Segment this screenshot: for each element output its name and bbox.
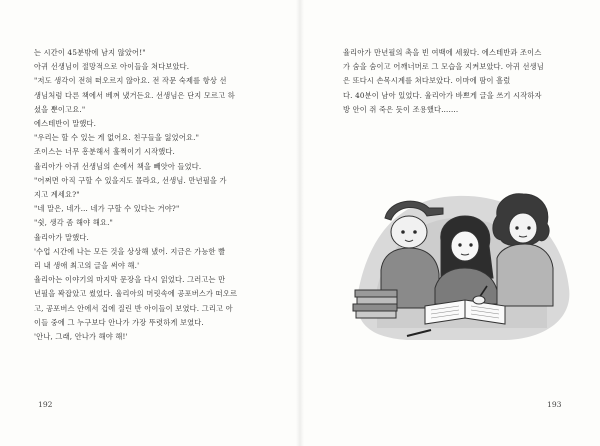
text-line: "네 말은, 네가… 네가 구할 수 있다는 거야?" <box>34 204 180 214</box>
text-line: 년필을 꽉잡았고 썼었다. 율리아의 머릿속에 공포버스가 떠오르 <box>34 289 238 299</box>
text-line: 아귀 선생님이 절망적으로 아이들을 쳐다보았다. <box>34 62 190 72</box>
text-line: '안나, 그래, 안나가 해야 해!' <box>34 332 128 342</box>
text-line: '수업 시간에 나는 모든 것을 상상해 냈어. 지금은 가능한 빨 <box>34 246 226 256</box>
text-line: "쉿, 생각 좀 해야 해요." <box>34 218 114 228</box>
text-line: 가 숨을 숨이고 어깨너머로 그 모습을 지켜보았다. 아귀 선생님 <box>343 62 544 72</box>
text-line: 방 안이 쥐 죽은 듯이 조용했다……. <box>343 104 459 114</box>
text-line: 율리아가 말했다. <box>34 232 89 242</box>
text-line: 지고 계세요?" <box>34 190 80 200</box>
page-number-right: 193 <box>547 400 562 409</box>
text-line: 율리아가 만년필의 촉을 빈 여백에 세웠다. 에스테반과 조이스 <box>343 48 542 57</box>
illustration-students-writing <box>347 178 577 348</box>
right-page-text <box>343 46 573 117</box>
left-page-text <box>34 46 270 344</box>
text-line: 율리아는 이야기의 마지막 문장을 다시 읽었다. 그러고는 만 <box>34 275 226 285</box>
text-line: 는 시간이 45분밖에 남지 않았어!" <box>34 48 146 57</box>
text-line: 에스테반이 말했다. <box>34 119 97 129</box>
text-line: 생님처럼 다른 책에서 베껴 냈거든요. 선생님은 단지 모르고 하 <box>34 90 235 100</box>
right-page <box>300 0 600 446</box>
page-number-left: 192 <box>38 400 53 409</box>
text-line: 다. 40분이 남아 있었다. 율리아가 바쁘게 글을 쓰기 시작하자 <box>343 90 542 100</box>
text-line: 은 또다시 손목시계를 쳐다보았다. 이마에 땀이 흘렀 <box>343 76 511 86</box>
text-line: 고, 공포버스 안에서 겁에 질린 반 아이들이 보였다. 그리고 아 <box>34 303 233 313</box>
text-line: 율리아가 아귀 선생님의 손에서 책을 빼앗아 들었다. <box>34 161 202 171</box>
text-line: 이들 중에 그 누구보다 안나가 가장 뚜렷하게 보였다. <box>34 317 204 327</box>
text-line: 셨을 뿐이고요." <box>34 104 86 114</box>
text-line: 리 내 생애 최고의 글을 써야 해.' <box>34 261 140 271</box>
text-line: "저도 생각이 전혀 떠오르지 않아요. 전 작문 숙제를 항상 선 <box>34 76 227 86</box>
text-line: "우리는 할 수 있는 게 없어요. 친구들을 잃었어요." <box>34 133 200 143</box>
text-line: 조이스는 너무 흥분해서 훌쩍이기 시작했다. <box>34 147 176 157</box>
text-line: "어쩌면 아직 구할 수 있을지도 몰라요, 선생님. 만년필을 가 <box>34 175 227 185</box>
